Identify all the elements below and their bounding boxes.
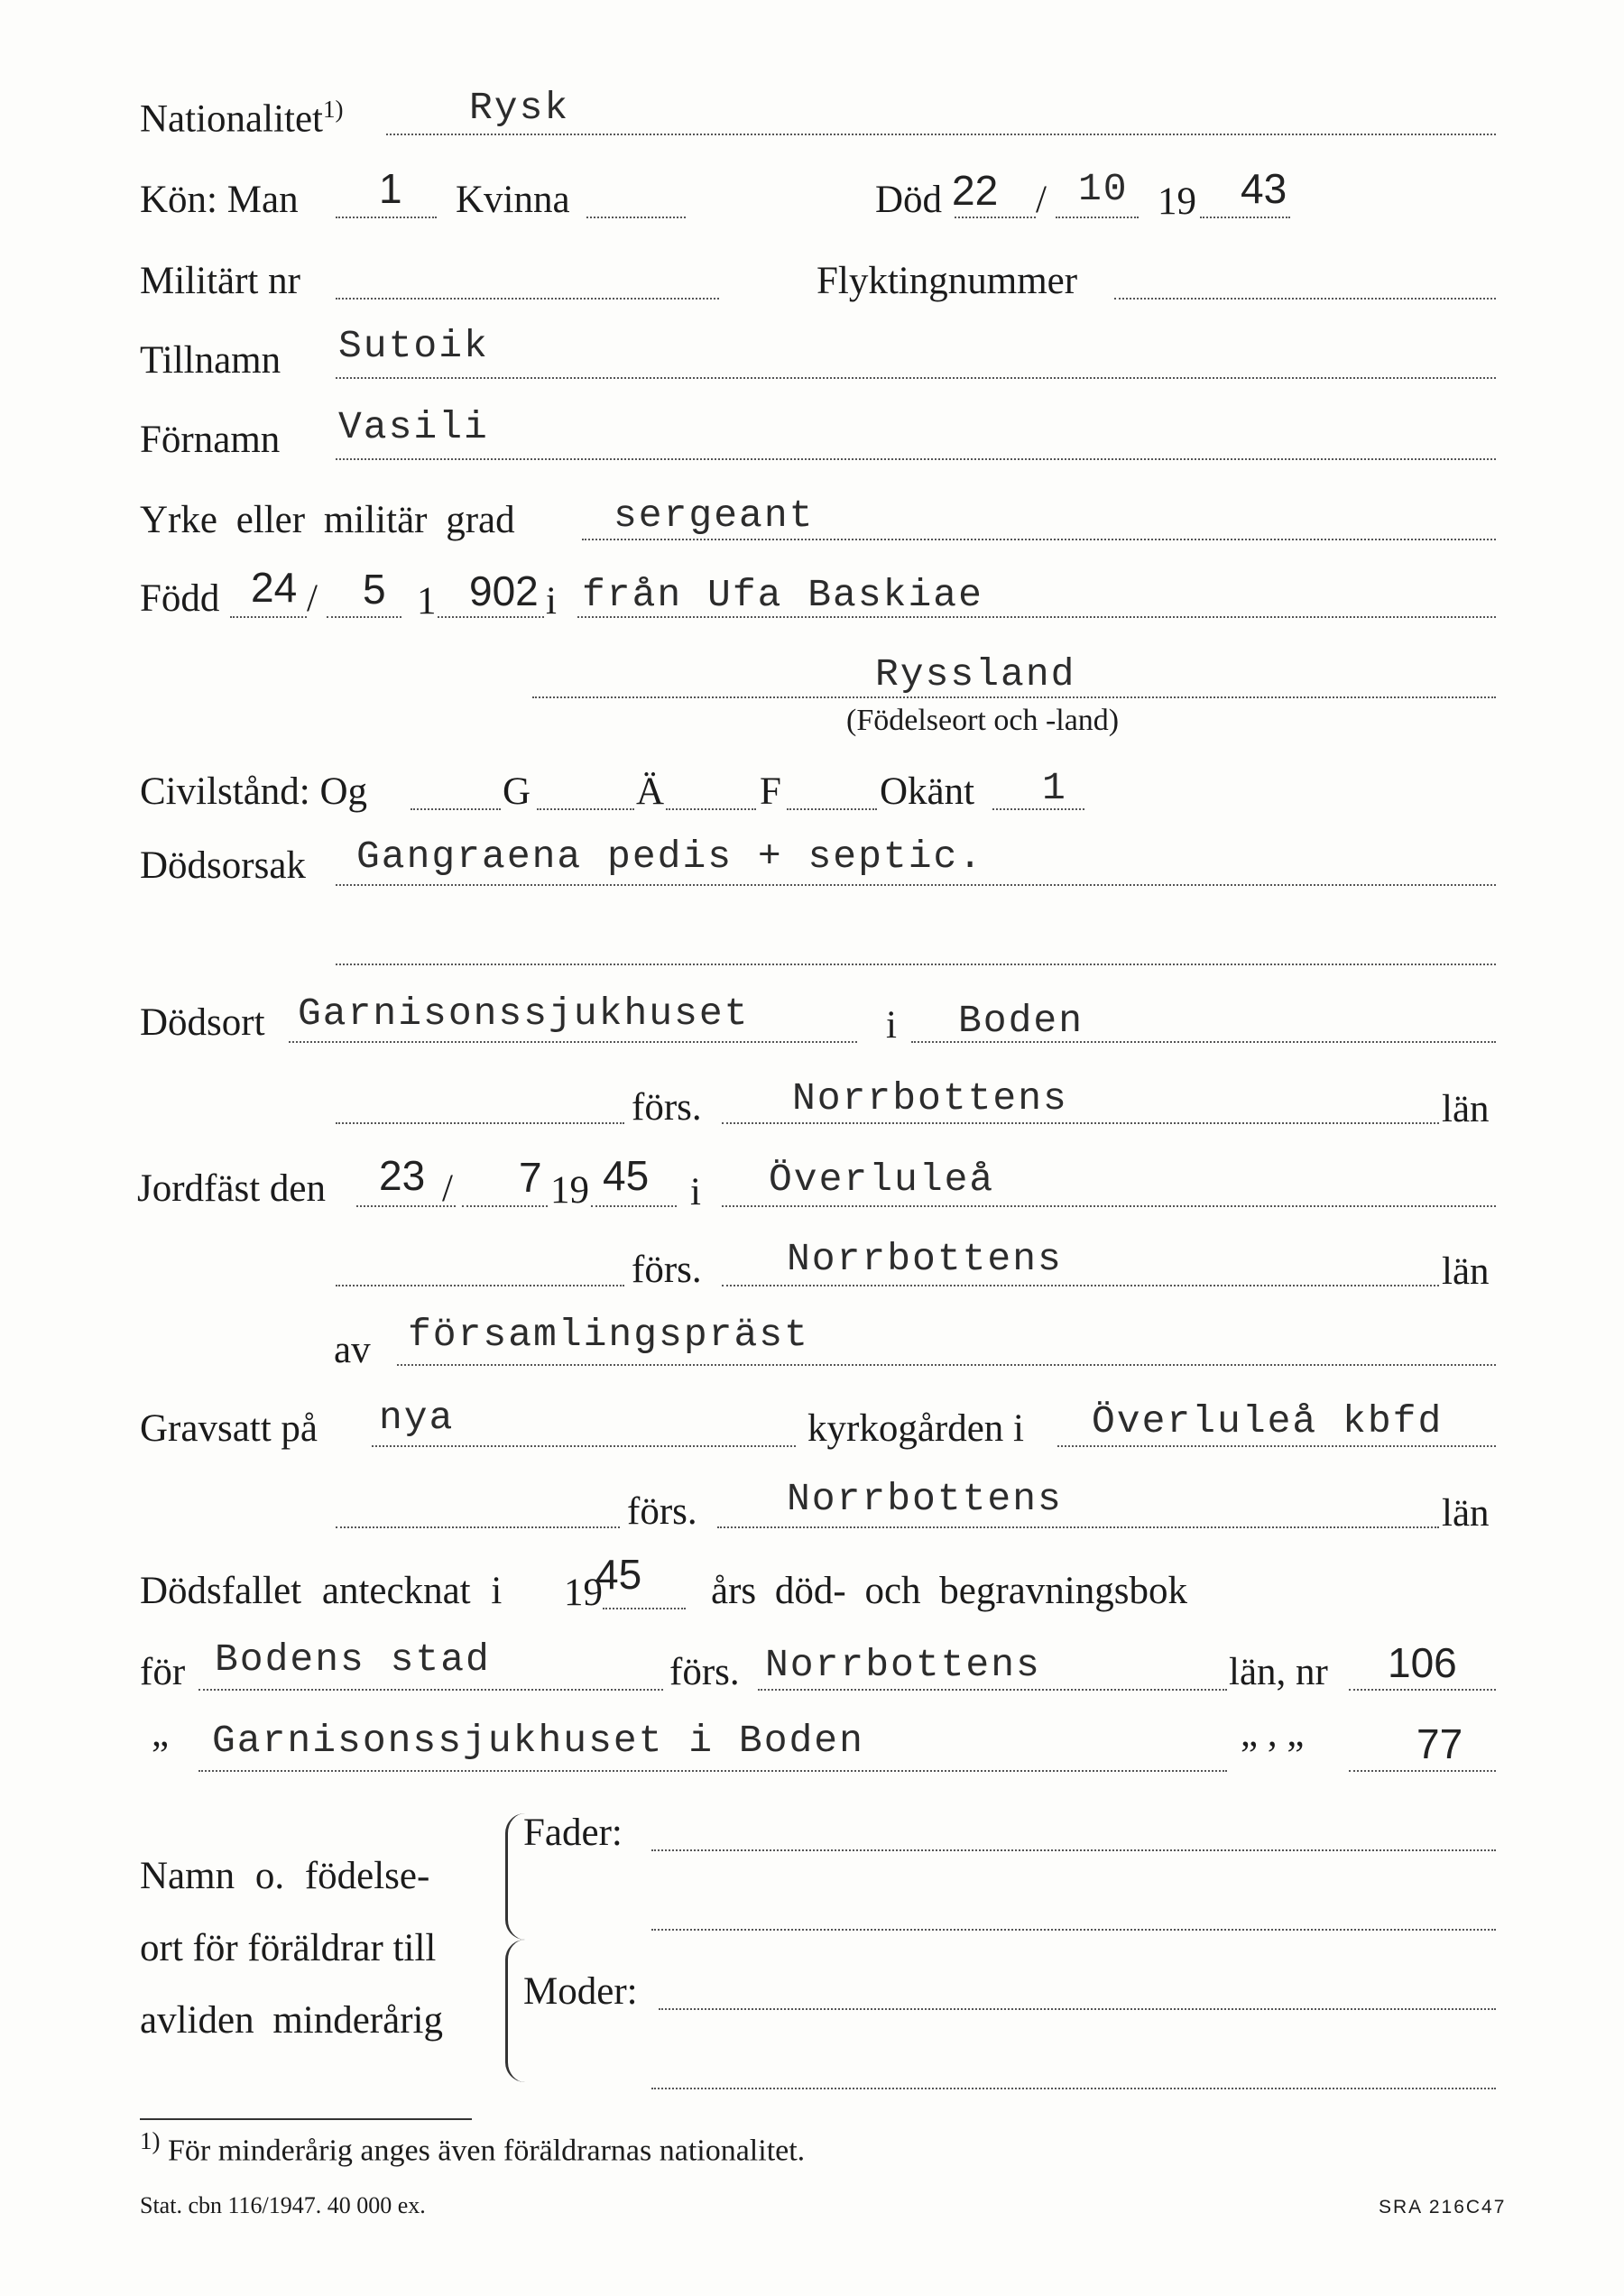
- civ-g-line: [537, 808, 634, 810]
- militart-nr-label: Militärt nr: [140, 260, 300, 302]
- grav-lan-line: [717, 1526, 1439, 1528]
- for-ort-line: [198, 1689, 663, 1691]
- dod-month-line: [1056, 217, 1139, 218]
- fodd-month-value: 5: [363, 566, 386, 613]
- fodd-month-line: [327, 616, 401, 618]
- fodelseort-caption: (Födelseort och -land): [846, 704, 1120, 737]
- tillnamn-label: Tillnamn: [140, 339, 281, 382]
- nationalitet-line: [386, 134, 1496, 135]
- civ-okant-label: Okänt: [880, 770, 975, 813]
- jordfast-lan-value: Norrbottens: [787, 1237, 1063, 1281]
- fodd-year-line: [438, 616, 544, 618]
- jordfast-i-label: i: [690, 1171, 701, 1213]
- fornamn-label: Förnamn: [140, 419, 281, 461]
- jordfast-plats-line: [722, 1205, 1496, 1207]
- fader-line: [651, 1849, 1496, 1851]
- dodsort-value: Garnisonssjukhuset: [298, 991, 750, 1036]
- dodsort-lan-label: län: [1442, 1088, 1490, 1130]
- flyktingnummer-line: [1114, 298, 1496, 300]
- man-line: [336, 217, 437, 218]
- antecknat-year-line: [603, 1608, 686, 1609]
- civ-f-line: [787, 808, 877, 810]
- dodsort-i-value: Boden: [958, 999, 1084, 1043]
- fodd-century: 1: [417, 580, 437, 622]
- man-value: 1: [379, 165, 402, 212]
- moder-line: [659, 2008, 1496, 2010]
- kyrkogarden-line: [1057, 1445, 1496, 1447]
- for-ort-value: Bodens stad: [215, 1637, 491, 1682]
- jordfast-label: Jordfäst den: [137, 1167, 326, 1210]
- dodsorsak-label: Dödsorsak: [140, 844, 306, 887]
- civ-okant-line: [992, 808, 1084, 810]
- civ-f-label: F: [760, 770, 781, 813]
- antecknat-century: 19: [564, 1572, 603, 1614]
- dodsort-lan-line: [722, 1122, 1439, 1124]
- dodsort-fors-line: [336, 1122, 624, 1124]
- civ-og-line: [411, 808, 501, 810]
- moder-line-2: [651, 2088, 1496, 2089]
- grav-lan-label: län: [1442, 1492, 1490, 1535]
- footnote-text: $^{1)}$ För minderårig anges även föräldrarnas nationalitet.: [140, 2127, 806, 2168]
- dod-month-value: 10: [1078, 167, 1129, 211]
- militart-nr-line: [336, 298, 719, 300]
- nr2-value: 77: [1416, 1720, 1463, 1767]
- jordfast-fors-label: förs.: [632, 1249, 702, 1291]
- lan-nr-label: län, nr: [1229, 1651, 1328, 1693]
- grav-lan-value: Norrbottens: [787, 1477, 1063, 1521]
- jordfast-lan-line: [722, 1285, 1439, 1286]
- nr-line: [1349, 1689, 1496, 1691]
- av-label: av: [334, 1329, 371, 1371]
- dodsort-fors-label: förs.: [632, 1086, 702, 1129]
- civ-g-label: G: [503, 770, 531, 813]
- dod-day-value: 22: [952, 167, 999, 214]
- for-label: för: [140, 1651, 186, 1693]
- dodsort-line: [289, 1041, 857, 1043]
- grav-fors-label: förs.: [627, 1490, 697, 1533]
- jordfast-fors-line: [336, 1285, 624, 1286]
- fodd-label: Född: [140, 577, 220, 620]
- fodd-slash: /: [307, 577, 318, 620]
- gravsatt-value: nya: [379, 1396, 455, 1440]
- jordfast-year-line: [591, 1205, 677, 1207]
- for-lan-value: Norrbottens: [765, 1643, 1041, 1687]
- fodd-day-line: [230, 616, 307, 618]
- civ-a-line: [666, 808, 756, 810]
- kvinna-line: [586, 217, 686, 218]
- nationalitet-value: Rysk: [469, 86, 570, 130]
- parents-label-1: Namn o. födelse-: [140, 1855, 430, 1897]
- grav-fors-line: [336, 1526, 620, 1528]
- moder-label: Moder:: [523, 1970, 638, 2013]
- ditto-value: Garnisonssjukhuset i Boden: [212, 1719, 864, 1763]
- civ-okant-value: 1: [1042, 766, 1067, 810]
- av-line: [397, 1364, 1496, 1366]
- fader-line-2: [651, 1929, 1496, 1931]
- jordfast-slash: /: [442, 1167, 453, 1210]
- dodsort-label: Dödsort: [140, 1001, 265, 1044]
- jordfast-year-value: 45: [603, 1152, 650, 1199]
- dod-year-line: [1200, 217, 1290, 218]
- gravsatt-label: Gravsatt på: [140, 1407, 318, 1450]
- fodelseort-value: från Ufa Baskiae: [582, 573, 983, 617]
- jordfast-month-value: 7: [519, 1154, 542, 1201]
- dodsort-lan-value: Norrbottens: [792, 1076, 1068, 1120]
- ars-label: års död- och begravningsbok: [711, 1570, 1187, 1612]
- av-value: församlingspräst: [408, 1313, 809, 1357]
- dod-year-value: 43: [1241, 165, 1287, 212]
- fornamn-line: [336, 458, 1496, 460]
- fodd-year-value: 902: [469, 567, 539, 614]
- stat-text: Stat. cbn 116/1947. 40 000 ex.: [140, 2192, 426, 2218]
- fodd-i-label: i: [546, 580, 557, 622]
- for-fors-label: förs.: [669, 1651, 740, 1693]
- fodelseland-line: [532, 696, 1496, 698]
- jordfast-century: 19: [550, 1169, 589, 1212]
- jordfast-day-value: 23: [379, 1152, 426, 1199]
- jordfast-plats-value: Överluleå: [769, 1157, 995, 1202]
- dod-century: 19: [1158, 180, 1196, 223]
- ditto-line: [198, 1770, 1227, 1772]
- kyrkogarden-value: Överluleå kbfd: [1092, 1399, 1444, 1443]
- ditto-quote-open: „: [152, 1712, 170, 1755]
- antecknat-year-value: 45: [595, 1551, 642, 1598]
- dod-slash: /: [1036, 179, 1047, 221]
- for-lan-line: [758, 1689, 1227, 1691]
- dod-label: Död: [875, 179, 943, 221]
- gravsatt-line: [372, 1445, 796, 1447]
- jordfast-day-line: [356, 1205, 456, 1207]
- parents-label-2: ort för föräldrar till: [140, 1927, 437, 1969]
- tillnamn-value: Sutoik: [338, 324, 489, 368]
- dodsorsak-line: [336, 884, 1496, 886]
- nr-value: 106: [1388, 1639, 1457, 1686]
- yrke-value: sergeant: [614, 493, 815, 538]
- yrke-label: Yrke eller militär grad: [140, 499, 515, 541]
- jordfast-lan-label: län: [1442, 1250, 1490, 1293]
- fodd-day-value: 24: [251, 564, 298, 611]
- form-id: SRA 216C47: [1379, 2197, 1507, 2218]
- fornamn-value: Vasili: [338, 405, 489, 449]
- dodsorsak-value: Gangraena pedis + septic.: [356, 834, 984, 879]
- civ-a-label: Ä: [636, 770, 665, 813]
- ditto-quote-pair: „ , „: [1241, 1712, 1305, 1755]
- fader-label: Fader:: [523, 1812, 623, 1854]
- dod-day-line: [955, 217, 1036, 218]
- yrke-line: [582, 539, 1496, 540]
- kyrkogarden-label: kyrkogården i: [807, 1407, 1025, 1450]
- nationalitet-label: Nationalitet$^{1)}$: [140, 96, 344, 141]
- dodsfallet-label: Dödsfallet antecknat i: [140, 1570, 503, 1612]
- jordfast-month-line: [462, 1205, 548, 1207]
- flyktingnummer-label: Flyktingnummer: [817, 260, 1078, 302]
- kvinna-label: Kvinna: [456, 179, 570, 221]
- tillnamn-line: [336, 377, 1496, 379]
- nr2-line: [1349, 1770, 1496, 1772]
- dodsort-i-label: i: [886, 1004, 897, 1047]
- parents-label-3: avliden minderårig: [140, 1999, 443, 2042]
- civilstand-label: Civilstånd: Og: [140, 770, 368, 813]
- dodsorsak-line-2: [336, 964, 1496, 965]
- fodelseland-value: Ryssland: [875, 652, 1076, 696]
- kon-label: Kön: Man: [140, 179, 299, 221]
- footnote-rule: [140, 2118, 472, 2120]
